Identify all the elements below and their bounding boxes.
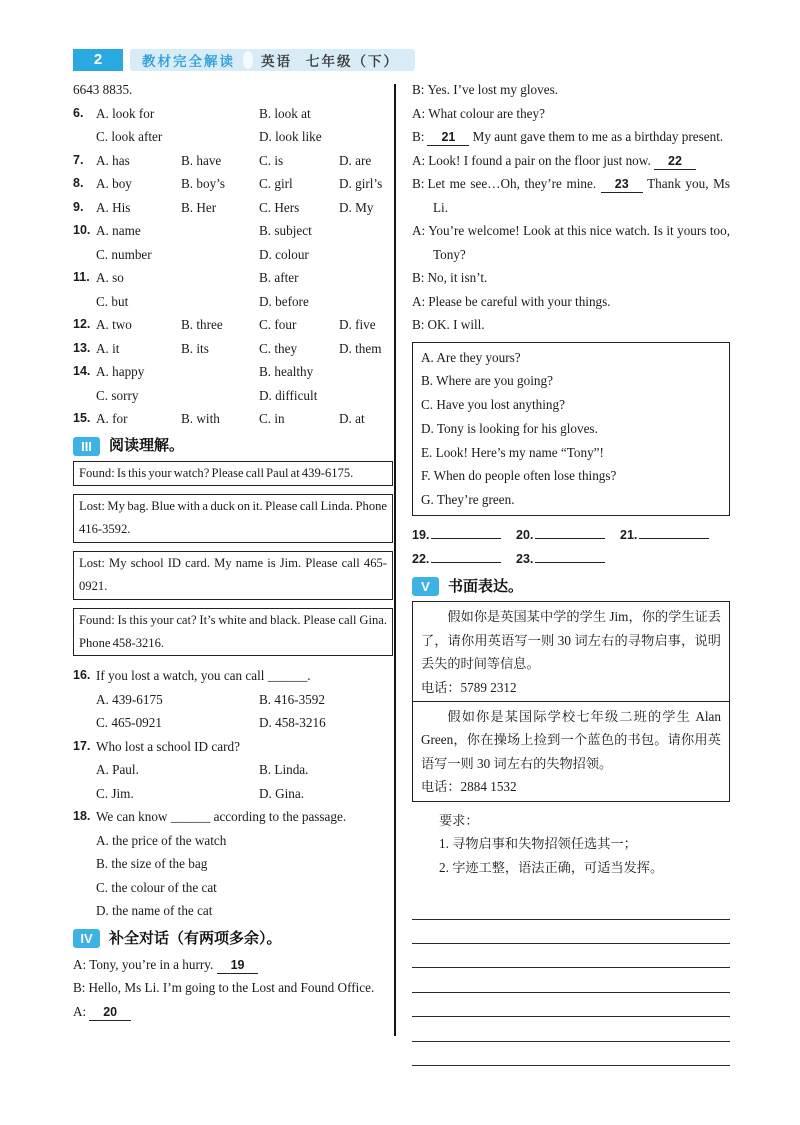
option: A. Paul.	[96, 762, 139, 778]
writing-line	[412, 968, 730, 992]
cloze-question-list	[73, 102, 393, 431]
options-grid	[96, 384, 393, 408]
options-grid	[96, 266, 393, 290]
writing-task-list	[412, 601, 730, 802]
answer-line	[535, 549, 605, 563]
question-number: 10.	[73, 223, 91, 237]
speaker-label: A:	[412, 152, 426, 168]
options-grid	[96, 876, 393, 900]
dialogue-line: B: No, it isn’t.	[412, 270, 488, 285]
question-number: 13.	[73, 340, 91, 355]
question-option-row	[73, 149, 393, 173]
notice-card: Found: Is this your cat? It’s white and black. Please call Gina. Phone 458-3216.	[73, 608, 393, 657]
speaker-label: A:	[412, 223, 426, 238]
question-option-row	[73, 360, 393, 384]
question-number	[73, 852, 96, 876]
option: A. 439-6175	[96, 691, 163, 707]
question-number: 18.	[73, 809, 91, 824]
answer-line	[431, 525, 501, 539]
option: D. girl’s	[339, 176, 383, 191]
question	[73, 664, 393, 735]
speaker-label: A:	[73, 956, 87, 972]
option: B. boy’s	[181, 176, 225, 191]
option: C. Hers	[259, 199, 300, 215]
option: A. His	[96, 199, 131, 215]
writing-task-card	[412, 701, 730, 802]
answer-number: 19.	[412, 527, 430, 542]
question-option-row	[73, 899, 393, 923]
question-option-row	[73, 758, 393, 782]
speaker-label: A:	[73, 1003, 87, 1019]
question-option-row	[73, 219, 393, 243]
option: C. look after	[96, 129, 163, 144]
question-number: 11.	[73, 270, 90, 284]
option: C. girl	[259, 176, 293, 191]
option: D. the name of the cat	[96, 903, 213, 919]
question-number: 9.	[73, 199, 84, 214]
dialogue-start	[73, 953, 393, 1024]
requirements-label: 要求：	[439, 812, 479, 828]
question-stem-row	[73, 735, 393, 759]
option: D. at	[339, 411, 365, 426]
question	[73, 805, 393, 923]
option: A. for	[96, 411, 128, 426]
option: C. number	[96, 246, 152, 262]
choice-option: F. When do people often lose things?	[421, 468, 617, 484]
question	[73, 196, 393, 220]
question-option-row	[73, 266, 393, 290]
option: A. so	[96, 270, 124, 285]
options-grid	[96, 829, 393, 853]
header-band	[130, 49, 415, 71]
question-stem: Who lost a school ID card?	[96, 738, 240, 754]
options-grid	[96, 899, 393, 923]
options-grid	[96, 758, 393, 782]
question-number	[73, 125, 96, 149]
question	[73, 337, 393, 361]
question-number	[73, 758, 96, 782]
option: C. they	[259, 340, 298, 356]
answer-slot	[516, 523, 620, 548]
option: B. Her	[181, 199, 217, 215]
question-number	[73, 243, 96, 267]
options-grid	[96, 360, 393, 384]
answer-number: 23.	[516, 551, 534, 566]
writing-line	[412, 993, 730, 1017]
requirement-items	[439, 832, 730, 879]
dialogue-line: A: Tony, you’re in a hurry. 19	[73, 953, 393, 977]
question-number	[73, 899, 96, 923]
task-phone: 电话：2884 1532	[421, 779, 517, 795]
question-option-row	[73, 407, 393, 431]
question-number: 7.	[73, 152, 84, 167]
dialogue-line: A: Look! I found a pair on the floor just now. 22	[412, 149, 730, 173]
section-title: 阅读理解。	[109, 437, 185, 455]
question-number	[73, 688, 96, 712]
option: B. look at	[259, 105, 311, 121]
options-grid	[96, 782, 393, 806]
question-option-row	[73, 313, 393, 337]
dialogue-line: B: OK. I will.	[412, 317, 485, 332]
choice-option: E. Look! Here’s my name “Tony”!	[421, 444, 604, 460]
option: B. three	[181, 317, 223, 332]
question-option-row	[73, 337, 393, 361]
notice-card: Lost: My bag. Blue with a duck on it. Please call Linda. Phone 416-3592.	[73, 494, 393, 543]
question-stem-row	[73, 664, 393, 688]
options-grid	[96, 172, 393, 196]
answer-slot	[516, 547, 620, 572]
dialogue-line: B: 21 My aunt gave them to me as a birthday present.	[412, 129, 724, 144]
option: D. Gina.	[259, 785, 305, 801]
right-column	[412, 78, 730, 1066]
dialogue-line	[73, 1000, 393, 1024]
options-grid	[96, 313, 393, 337]
choice-option-box	[412, 342, 730, 517]
requirements-block	[439, 809, 730, 880]
options-grid	[96, 290, 393, 314]
answer-blank-row	[412, 523, 730, 547]
column-divider	[394, 84, 396, 1036]
options-grid	[96, 196, 393, 220]
section-numeral-badge: IV	[73, 929, 100, 948]
question-option-row	[73, 711, 393, 735]
option: C. Jim.	[96, 785, 134, 801]
task-body: 假如你是英国某中学的学生 Jim，你的学生证丢了，请你用英语写一则 30 词左右的寻物启事，说明丢失的时间等信息。	[421, 609, 721, 672]
band-notch-decoration	[243, 51, 253, 69]
dialogue-line: A: What colour are they?	[412, 105, 545, 121]
writing-lines	[412, 895, 730, 1066]
section-title: 书面表达。	[448, 577, 524, 595]
dialogue-line: B: Yes. I’ve lost my gloves.	[412, 82, 559, 97]
dialogue-blank: 20	[89, 1005, 131, 1021]
option: D. difficult	[259, 387, 318, 403]
question-number	[73, 384, 96, 408]
answer-number: 20.	[516, 527, 534, 542]
left-column	[73, 78, 393, 1023]
section-numeral-badge: V	[412, 577, 439, 596]
option: A. it	[96, 340, 120, 356]
notice-card: Found: Is this your watch? Please call Paul at 439-6175.	[73, 461, 393, 486]
question	[73, 219, 393, 266]
writing-line	[412, 1017, 730, 1041]
question	[73, 313, 393, 337]
section-numeral-badge: III	[73, 437, 100, 456]
question	[73, 735, 393, 806]
question-option-row	[73, 290, 393, 314]
option: B. healthy	[259, 364, 314, 379]
option: D. them	[339, 340, 382, 356]
answer-line	[639, 525, 709, 539]
choice-option: D. Tony is looking for his gloves.	[421, 420, 598, 436]
answer-blank-row	[412, 547, 730, 571]
dialogue-blank: 19	[217, 958, 259, 974]
speaker-label: B:	[412, 176, 425, 191]
option: C. sorry	[96, 387, 139, 403]
choice-option: C. Have you lost anything?	[421, 397, 565, 413]
question	[73, 407, 393, 431]
answer-slot	[412, 547, 516, 572]
options-grid	[96, 688, 393, 712]
question-number: 14.	[73, 364, 91, 378]
task-body: 假如你是某国际学校七年级二班的学生 Alan Green，你在操场上捡到一个蓝色的书包。请你用英语写一则 30 词左右的失物招领。	[421, 708, 721, 771]
question-number	[73, 782, 96, 806]
question-number: 6.	[73, 105, 84, 120]
question-option-row	[73, 172, 393, 196]
requirement-item: 1. 寻物启事和失物招领任选其一；	[439, 836, 637, 852]
option: A. two	[96, 317, 132, 332]
question-number	[73, 829, 96, 853]
writing-line	[412, 1042, 730, 1066]
answer-number: 21.	[620, 527, 638, 542]
option: B. the size of the bag	[96, 856, 208, 872]
section-writing-header	[412, 574, 730, 599]
question-number: 15.	[73, 411, 91, 425]
question-option-row	[73, 688, 393, 712]
option: D. before	[259, 293, 309, 309]
question-number	[73, 711, 96, 735]
options-grid	[96, 149, 393, 173]
writing-line	[412, 920, 730, 944]
page-number: 2	[73, 49, 123, 71]
option: A. the price of the watch	[96, 832, 227, 848]
dialogue-line: A: You’re welcome! Look at this nice watch. Is it yours too, Tony?	[412, 223, 730, 262]
section-reading-header	[73, 434, 393, 459]
answer-slot	[620, 523, 724, 548]
speaker-label: B:	[412, 317, 425, 332]
options-grid	[96, 711, 393, 735]
choice-option: B. Where are you going?	[421, 373, 553, 389]
options-grid	[96, 407, 393, 431]
option: B. Linda.	[259, 762, 309, 778]
series-title: 教材完全解读	[142, 54, 235, 69]
question-number	[73, 290, 96, 314]
choice-option: G. They’re green.	[421, 492, 515, 508]
dialogue-blank: 22	[654, 154, 696, 170]
carryover-text: 6643 8835.	[73, 82, 133, 97]
subject-label: 英语	[261, 54, 292, 69]
option: B. its	[181, 340, 209, 356]
writing-line	[412, 944, 730, 968]
question-option-row	[73, 876, 393, 900]
options-grid	[96, 125, 393, 149]
option: B. 416-3592	[259, 691, 325, 707]
answer-slot	[412, 523, 516, 548]
option: D. are	[339, 152, 372, 168]
option: A. has	[96, 152, 130, 168]
grade-label: 七年级（下）	[306, 54, 399, 69]
option: B. after	[259, 270, 299, 285]
speaker-label: B:	[412, 270, 425, 285]
question-number	[73, 876, 96, 900]
speaker-label: A:	[412, 105, 426, 121]
question	[73, 266, 393, 313]
question-option-row	[73, 125, 393, 149]
option: A. look for	[96, 105, 155, 121]
option: C. four	[259, 317, 297, 332]
options-grid	[96, 243, 393, 267]
dialogue-continued	[412, 78, 730, 337]
option: D. five	[339, 317, 376, 332]
option: A. name	[96, 223, 141, 238]
dialogue-line: A: Please be careful with your things.	[412, 293, 611, 309]
question-number: 16.	[73, 668, 91, 683]
dialogue-blank: 23	[601, 177, 643, 193]
question-stem: We can know ______ according to the passage.	[96, 809, 347, 825]
section-dialogue-header	[73, 926, 393, 951]
writing-task-card	[412, 601, 730, 702]
option: D. 458-3216	[259, 715, 326, 731]
writing-line	[412, 895, 730, 919]
speaker-label: B:	[412, 82, 425, 97]
question	[73, 102, 393, 149]
answer-number: 22.	[412, 551, 430, 566]
choice-option: A. Are they yours?	[421, 349, 521, 365]
dialogue-blank: 21	[427, 130, 469, 146]
question-option-row	[73, 384, 393, 408]
option: C. 465-0921	[96, 715, 162, 731]
question-option-row	[73, 782, 393, 806]
question-option-row	[73, 852, 393, 876]
question-option-row	[73, 196, 393, 220]
option: C. in	[259, 411, 285, 426]
speaker-label: B:	[73, 980, 86, 996]
option: A. boy	[96, 176, 132, 191]
answer-line	[535, 525, 605, 539]
question-number: 12.	[73, 317, 91, 331]
speaker-label: A:	[412, 293, 426, 309]
question-option-row	[73, 102, 393, 126]
requirement-item: 2. 字迹工整，语法正确，可适当发挥。	[439, 859, 664, 875]
question	[73, 360, 393, 407]
option: C. is	[259, 152, 284, 168]
question-number: 17.	[73, 738, 91, 753]
task-phone: 电话：5789 2312	[421, 679, 517, 695]
answer-line	[431, 549, 501, 563]
notice-list	[73, 461, 393, 657]
option: B. with	[181, 411, 220, 426]
section-title: 补全对话（有两项多余）。	[109, 929, 282, 947]
answer-blank-rows	[412, 523, 730, 571]
options-grid	[96, 102, 393, 126]
question-stem: If you lost a watch, you can call ______.	[96, 668, 311, 684]
option: A. happy	[96, 364, 145, 379]
dialogue-line: B: Let me see…Oh, they’re mine. 23 Thank you, Ms Li.	[412, 176, 731, 215]
options-grid	[96, 219, 393, 243]
options-grid	[96, 337, 393, 361]
option: D. My	[339, 199, 374, 215]
reading-question-list	[73, 664, 393, 923]
notice-card: Lost: My school ID card. My name is Jim. Please call 465-0921.	[73, 551, 393, 600]
question-stem-row	[73, 805, 393, 829]
option: B. subject	[259, 223, 312, 238]
question-number: 8.	[73, 176, 84, 190]
option: C. but	[96, 293, 129, 309]
option: C. the colour of the cat	[96, 879, 217, 895]
question-option-row	[73, 829, 393, 853]
option: D. colour	[259, 246, 309, 262]
question	[73, 172, 393, 196]
question-option-row	[73, 243, 393, 267]
option: B. have	[181, 152, 222, 168]
dialogue-line: B: Hello, Ms Li. I’m going to the Lost and Found Office.	[73, 980, 375, 996]
option: D. look like	[259, 129, 322, 144]
options-grid	[96, 852, 393, 876]
speaker-label: B:	[412, 129, 425, 144]
question	[73, 149, 393, 173]
